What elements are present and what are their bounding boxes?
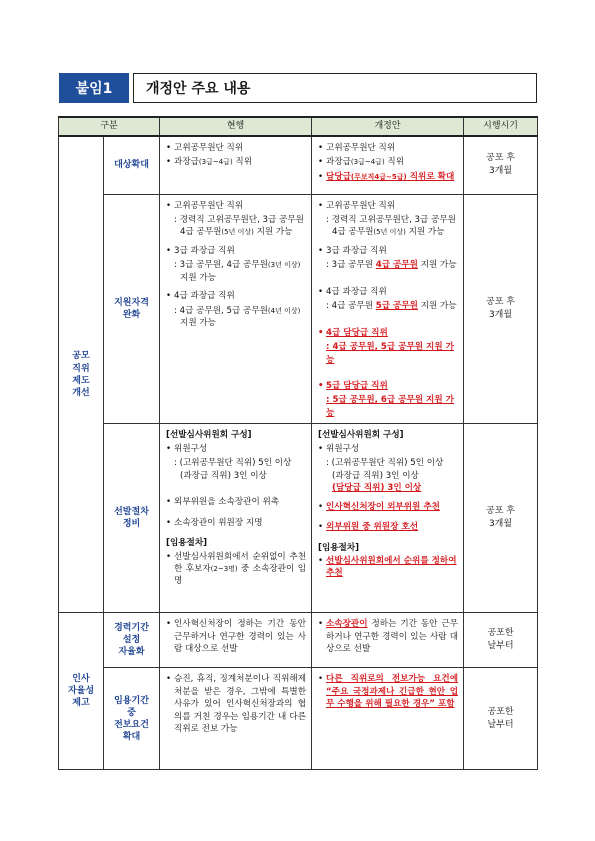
item-text: 과장급 [174, 157, 199, 168]
item-text: 과장급 [326, 157, 351, 168]
effective-date-cell [464, 613, 538, 668]
item-detail: (과장급 직위) 3인 이상 [180, 470, 267, 481]
subcategory-label [104, 194, 160, 424]
table-row [59, 194, 538, 424]
revision-cell: • 고위공무원단 직위 • 과장급(3급~4급) 직위 • 담당급(무보직4급~5급) 직위로 확대 [312, 136, 464, 194]
item-detail-highlight: : 5급 공무원, 6급 공무원 지원 가능 [326, 395, 454, 418]
item-text: 직위 [232, 157, 253, 168]
item-detail: : 3급 공무원, 4급 공무원 [174, 260, 268, 271]
table-header-row [59, 117, 538, 136]
item-text: 인사혁신처장이 정하는 기간 동안 근무하거나 연구한 경력이 있는 사람 대상으로 선발 [174, 619, 307, 655]
item-text: 직위로 확대 [406, 171, 455, 182]
item-text: 위원구성 [326, 443, 360, 454]
current-cell: • 승진, 휴직, 징계처분이나 직위해제처분을 받은 경우, 그밖에 특별한 사유가 있어 인사혁신처장과의 협의를 거친 경우는 임용기간 내 다른 직위로 전보 가능 [160, 668, 312, 770]
item-detail: : 경력직 고위공무원단, 3급 공무원 [326, 214, 456, 225]
item-detail: 지원 가능 [417, 301, 457, 312]
section-heading: [선발심사위원회 구성] [318, 430, 404, 441]
item-text-highlight: 인사혁신처장이 외부위원 추천 [326, 501, 440, 512]
current-cell: • 고위공무원단 직위 : 경력직 고위공무원단, 3급 공무원 4급 공무원(5년 이상) 지원 가능 • 3급 과장급 직위 : 3급 공무원, 4급 공무원(3년 이상) 지원 가능 • 4급 과장급 직위 : 4급 공무원, 5급 공무원(4년 이상) 지원 가능 [160, 194, 312, 424]
item-text-highlight: 소속장관이 [326, 619, 368, 630]
subcategory-label [104, 613, 160, 668]
header-category: 구분 [59, 117, 160, 136]
effective-date-text: 공포 후 3개월 [486, 296, 515, 320]
item-detail: 지원 가능 [417, 260, 457, 271]
subcategory-label [104, 136, 160, 194]
item-detail: : 3급 공무원 [326, 260, 376, 271]
category-hr-autonomy [59, 613, 104, 770]
item-detail: : 경력직 고위공무원단, 3급 공무원 [174, 214, 304, 225]
item-detail: (과장급 직위) 3인 이상 [332, 470, 419, 481]
item-text: 4급 과장급 직위 [326, 286, 387, 297]
subcategory-label [104, 424, 160, 613]
item-text: 위원구성 [174, 443, 208, 454]
page-title: 개정안 주요 내용 [133, 73, 537, 103]
category-public-offering [59, 136, 104, 613]
item-detail: 지원 가능 [180, 318, 216, 329]
item-note: (무보직4급~5급) [350, 172, 407, 181]
subcategory-text: 경력기간 설정 자율화 [114, 623, 149, 658]
item-text: 승진, 휴직, 징계처분이나 직위해제처분을 받은 경우, 그밖에 특별한 사유가 있어 인사혁신처장과의 협의를 거친 경우는 임용기간 내 다른 직위로 전보 가능 [174, 674, 307, 735]
revision-cell: • 고위공무원단 직위 : 경력직 고위공무원단, 3급 공무원 4급 공무원(5년 이상) 지원 가능 • 3급 과장급 직위 : 3급 공무원 4급 공무원 지원 가능 • 4급 과장급 직위 : 4급 공무원 5급 공무원 지원 가능 • 4급 담당급 직위 : 4급 공무원, 5급 공무원 지원 가능 • 5급 담당급 직위 : 5급 공무원, 6급 공무원 지원 가능 [312, 194, 464, 424]
subcategory-text: 임용기간 중 전보요건 확대 [114, 695, 149, 743]
subcategory-text: 대상확대 [114, 160, 149, 171]
item-text: 4급 과장급 직위 [174, 291, 235, 302]
item-text: 고위공무원단 직위 [174, 143, 244, 153]
item-text-highlight: 다른 직위로의 전보가능 요건에 “주요 국정과제나 긴급한 현안 업무 수행을 위해 필요한 경우” 포함 [326, 674, 459, 710]
item-text: 소속장관이 위원장 지명 [174, 517, 263, 528]
header-current: 현행 [160, 117, 312, 136]
item-detail: 지원 가능 [405, 227, 445, 238]
item-detail: 지원 가능 [180, 272, 216, 283]
table-row [59, 136, 538, 194]
item-detail-highlight: 5급 공무원 [375, 301, 418, 312]
table-row [59, 613, 538, 668]
item-note: (5년 이상) [221, 228, 254, 237]
subcategory-label [104, 668, 160, 770]
item-detail: 4급 공무원 [180, 227, 222, 238]
item-detail-highlight: : 4급 공무원, 5급 공무원 지원 가능 [326, 342, 454, 365]
item-detail: : (고위공무원단 직위) 5인 이상 [326, 458, 444, 469]
item-detail: : 4급 공무원, 5급 공무원 [174, 305, 268, 316]
effective-date-cell [464, 136, 538, 194]
revision-cell: • 다른 직위로의 전보가능 요건에 “주요 국정과제나 긴급한 현안 업무 수행을 위해 필요한 경우” 포함 [312, 668, 464, 770]
item-note: (3년 이상) [267, 261, 301, 270]
item-note: (3급~4급) [350, 158, 385, 167]
item-note: (2~3명) [210, 565, 238, 574]
item-text: 외부위원을 소속장관이 위촉 [174, 497, 280, 508]
header-effective-date: 시행시기 [464, 117, 538, 136]
section-heading: [임용절차] [166, 538, 208, 549]
effective-date-text: 공포한 날부터 [487, 628, 514, 652]
revision-cell: • 소속장관이 정하는 기간 동안 근무하거나 연구한 경력이 있는 사람 대상으로 선발 [312, 613, 464, 668]
item-text: 고위공무원단 직위 [174, 200, 244, 211]
item-text: 고위공무원단 직위 [326, 200, 396, 211]
effective-date-cell [464, 668, 538, 770]
header-revision: 개정안 [312, 117, 464, 136]
item-text: 담당급 [326, 171, 351, 182]
current-cell: [선발심사위원회 구성] • 위원구성 : (고위공무원단 직위) 5인 이상 (과장급 직위) 3인 이상 • 외부위원을 소속장관이 위촉 • 소속장관이 위원장 지명 [임용절차] • 선발심사위원회에서 순위없이 추천한 후보자(2~3명) 중 소속장관이 임명 [160, 424, 312, 613]
table-row [59, 668, 538, 770]
appendix-badge: 붙임1 [59, 73, 129, 103]
revision-table [58, 116, 538, 770]
section-heading: [선발심사위원회 구성] [166, 430, 252, 441]
item-text: 3급 과장급 직위 [174, 245, 235, 256]
item-text-highlight: 외부위원 중 위원장 호선 [326, 522, 419, 533]
item-text: 3급 과장급 직위 [326, 245, 387, 256]
item-text-highlight: 5급 담당급 직위 [326, 381, 388, 392]
effective-date-text: 공포 후 3개월 [486, 506, 515, 530]
item-text: 정하는 기간 동안 근무하거나 연구한 경력이 있는 사람 대상으로 선발 [326, 619, 459, 655]
category-label: 공모 직위 제도 개선 [72, 351, 90, 398]
item-note: (3급~4급) [198, 158, 233, 167]
item-detail: : 4급 공무원 [326, 301, 376, 312]
item-text: 중 소속장관이 임명 [174, 564, 306, 587]
item-note: (5년 이상) [373, 228, 406, 237]
effective-date-text: 공포 후 3개월 [486, 153, 515, 177]
subcategory-text: 선발절차 정비 [114, 507, 149, 530]
item-text: 고위공무원단 직위 [326, 143, 396, 153]
title-bar [59, 73, 537, 103]
item-text: 직위 [384, 157, 405, 168]
effective-date-cell [464, 424, 538, 613]
effective-date-cell [464, 194, 538, 424]
section-heading: [임용절차] [318, 542, 360, 553]
item-note: (4년 이상) [267, 306, 301, 315]
category-label: 인사 자율성 제고 [67, 674, 95, 709]
table-row [59, 424, 538, 613]
item-text-highlight: 선발심사위원회에서 순위를 정하여 추천 [326, 556, 457, 579]
item-text: 선발심사위원회에서 순위없이 추천한 후보자 [174, 551, 307, 575]
item-detail-highlight: 4급 공무원 [375, 260, 418, 271]
item-text-highlight: 4급 담당급 직위 [326, 327, 388, 338]
current-cell: • 고위공무원단 직위 • 과장급(3급~4급) 직위 [160, 136, 312, 194]
item-detail: 4급 공무원 [332, 227, 374, 238]
current-cell: • 인사혁신처장이 정하는 기간 동안 근무하거나 연구한 경력이 있는 사람 대상으로 선발 [160, 613, 312, 668]
revision-cell: [선발심사위원회 구성] • 위원구성 : (고위공무원단 직위) 5인 이상 (과장급 직위) 3인 이상 (담당급 직위) 3인 이상 • 인사혁신처장이 외부위원 추천 • 외부위원 중 위원장 호선 [임용절차] • 선발심사위원회에서 순위를 정하여 추천 [312, 424, 464, 613]
item-detail-highlight: (담당급 직위) 3인 이상 [332, 483, 422, 494]
item-detail: : (고위공무원단 직위) 5인 이상 [174, 458, 292, 469]
item-detail: 지원 가능 [253, 227, 293, 238]
subcategory-text: 지원자격 완화 [114, 297, 149, 320]
effective-date-text: 공포한 날부터 [487, 706, 514, 730]
